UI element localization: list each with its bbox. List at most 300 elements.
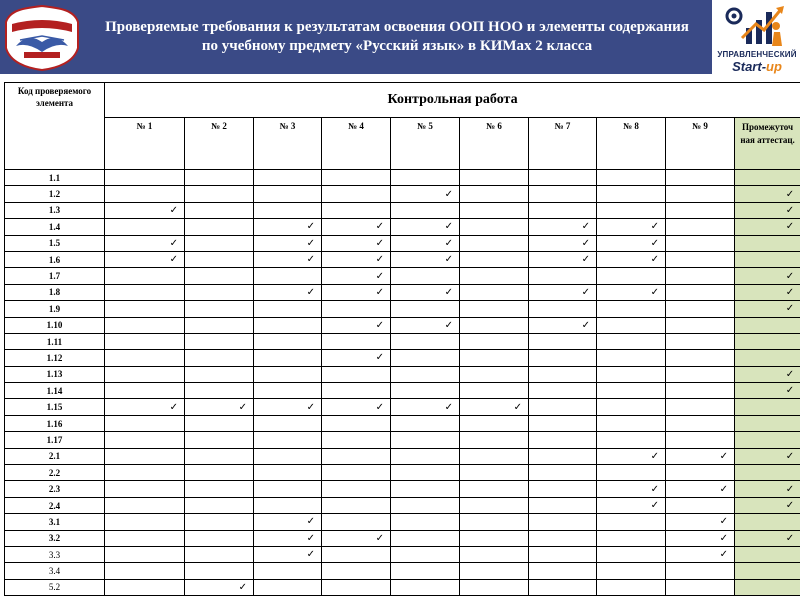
check-cell [460,219,529,235]
check-mark-icon: ✓ [785,500,795,511]
check-cell [597,202,666,218]
check-cell [322,481,391,497]
check-cell [254,530,322,546]
check-cell [529,317,597,333]
table-row [5,514,800,530]
check-cell [185,366,254,382]
check-cell [254,235,322,251]
check-cell [185,268,254,284]
check-cell [597,465,666,481]
check-cell [322,366,391,382]
check-cell [597,497,666,513]
check-cell [391,530,460,546]
check-mark-icon: ✓ [581,319,590,331]
check-cell [185,465,254,481]
table-row [5,202,800,218]
check-cell [529,235,597,251]
check-cell [529,366,597,382]
check-mark-icon: ✓ [785,286,795,298]
check-mark-icon: ✓ [785,385,795,397]
check-cell [254,579,322,595]
check-cell [322,284,391,300]
check-cell [185,579,254,595]
check-mark-icon: ✓ [375,270,384,282]
check-cell [105,301,185,317]
attestation-cell [735,383,800,399]
check-cell [460,563,529,579]
check-cell [105,366,185,382]
check-cell [185,497,254,513]
check-cell [391,251,460,267]
element-code: 1.2 [5,186,105,202]
attestation-cell [735,350,800,366]
check-cell [185,350,254,366]
check-cell [597,186,666,202]
check-cell [254,415,322,431]
check-mark-icon: ✓ [719,549,728,561]
check-cell [666,268,735,284]
element-code: 3.4 [5,563,105,579]
column-header-1: № 1 [105,118,185,170]
attestation-cell [735,186,800,202]
table-row [5,170,800,186]
table-row [5,481,800,497]
check-cell [597,481,666,497]
check-cell [460,202,529,218]
check-mark-icon: ✓ [785,532,795,544]
check-cell [185,415,254,431]
check-mark-icon: ✓ [238,401,247,413]
check-cell [322,530,391,546]
check-cell [597,448,666,464]
check-cell [391,350,460,366]
check-cell [391,202,460,218]
check-cell [666,563,735,579]
check-cell [460,399,529,415]
check-cell [529,579,597,595]
check-cell [391,546,460,562]
check-mark-icon: ✓ [719,516,728,528]
check-mark-icon: ✓ [785,270,795,282]
check-cell [666,235,735,251]
check-cell [529,383,597,399]
check-cell [322,333,391,349]
check-mark-icon: ✓ [785,188,795,200]
attestation-cell [735,333,800,349]
check-cell [105,219,185,235]
column-header-6: № 6 [460,118,529,170]
check-cell [322,465,391,481]
attestation-cell [735,530,800,546]
attestation-cell [735,546,800,562]
element-code: 2.1 [5,448,105,464]
check-cell [460,497,529,513]
check-cell [460,301,529,317]
check-cell [597,284,666,300]
check-cell [529,186,597,202]
check-cell [666,317,735,333]
check-cell [105,415,185,431]
check-cell [105,497,185,513]
check-cell [322,350,391,366]
brand-logo [716,2,798,78]
school-emblem-icon [2,2,82,72]
check-cell [105,333,185,349]
brand-text-line-1: УПРАВЛЕНЧЕСКИЙ [717,50,797,59]
attestation-cell [735,514,800,530]
check-cell [254,563,322,579]
check-mark-icon: ✓ [306,254,315,266]
column-header-5: № 5 [391,118,460,170]
table-row [5,219,800,235]
slide-header [0,0,800,80]
check-cell [597,333,666,349]
brand-text-line-2 [716,59,798,74]
column-header-4: № 4 [322,118,391,170]
element-code: 1.11 [5,333,105,349]
check-cell [105,186,185,202]
check-cell [597,546,666,562]
check-cell [254,301,322,317]
check-mark-icon: ✓ [169,401,178,413]
check-cell [666,366,735,382]
check-cell [105,514,185,530]
check-cell [254,284,322,300]
check-cell [460,317,529,333]
check-cell [460,284,529,300]
element-code: 3.3 [5,546,105,562]
attestation-cell [735,317,800,333]
check-cell [597,219,666,235]
check-cell [391,366,460,382]
requirements-table [4,82,800,596]
check-cell [666,546,735,562]
check-cell [391,301,460,317]
attestation-cell [735,235,800,251]
page-title [86,4,708,70]
check-mark-icon: ✓ [719,483,728,495]
check-cell [529,399,597,415]
column-header-2: № 2 [185,118,254,170]
check-mark-icon: ✓ [581,221,590,233]
check-mark-icon: ✓ [650,254,659,266]
attestation-cell [735,202,800,218]
check-cell [391,235,460,251]
check-cell [666,415,735,431]
attestation-cell [735,399,800,415]
brand-text-start: Start- [732,59,767,74]
check-cell [529,415,597,431]
check-cell [597,579,666,595]
check-mark-icon: ✓ [444,319,453,331]
check-cell [460,268,529,284]
check-cell [185,563,254,579]
check-cell [105,170,185,186]
table-row [5,399,800,415]
check-cell [597,432,666,448]
check-cell [529,546,597,562]
check-cell [105,383,185,399]
check-cell [391,268,460,284]
check-cell [666,219,735,235]
check-mark-icon: ✓ [581,254,590,266]
attestation-cell [735,415,800,431]
check-cell [666,432,735,448]
check-cell [666,514,735,530]
check-cell [391,399,460,415]
check-cell [254,448,322,464]
check-mark-icon: ✓ [306,221,315,233]
check-cell [391,563,460,579]
check-cell [597,563,666,579]
code-column-header: Код проверяемого элемента [5,83,105,170]
check-cell [185,170,254,186]
check-mark-icon: ✓ [444,188,453,200]
check-cell [254,186,322,202]
element-code: 1.7 [5,268,105,284]
check-cell [460,432,529,448]
check-cell [254,202,322,218]
check-mark-icon: ✓ [444,254,453,266]
check-cell [105,546,185,562]
check-mark-icon: ✓ [785,303,795,315]
table-row [5,284,800,300]
check-mark-icon: ✓ [581,286,590,298]
check-mark-icon: ✓ [581,237,590,249]
check-cell [105,465,185,481]
check-cell [391,432,460,448]
check-cell [666,186,735,202]
check-cell [185,284,254,300]
check-cell [597,301,666,317]
table-row [5,497,800,513]
check-cell [322,170,391,186]
attestation-cell [735,301,800,317]
check-cell [185,514,254,530]
check-mark-icon: ✓ [375,352,384,364]
check-cell [666,399,735,415]
check-cell [597,383,666,399]
check-cell [666,333,735,349]
check-cell [105,268,185,284]
element-code: 2.4 [5,497,105,513]
check-cell [666,481,735,497]
check-cell [105,579,185,595]
check-cell [597,415,666,431]
element-code: 1.16 [5,415,105,431]
check-mark-icon: ✓ [444,401,453,413]
check-cell [460,235,529,251]
table-row [5,186,800,202]
check-cell [185,432,254,448]
column-header-7: № 7 [529,118,597,170]
check-cell [529,202,597,218]
check-mark-icon: ✓ [306,532,315,544]
check-cell [322,383,391,399]
check-cell [254,251,322,267]
attestation-cell [735,251,800,267]
check-cell [254,383,322,399]
check-cell [322,301,391,317]
check-cell [105,202,185,218]
attestation-cell [735,284,800,300]
column-header-3: № 3 [254,118,322,170]
check-cell [254,514,322,530]
attestation-cell [735,268,800,284]
check-cell [460,383,529,399]
element-code: 3.2 [5,530,105,546]
table-row [5,448,800,464]
check-cell [185,186,254,202]
check-mark-icon: ✓ [785,204,795,216]
check-mark-icon: ✓ [375,319,384,331]
table-row [5,268,800,284]
check-cell [460,465,529,481]
check-mark-icon: ✓ [375,221,384,233]
check-cell [322,251,391,267]
element-code: 2.3 [5,481,105,497]
element-code: 1.15 [5,399,105,415]
check-cell [529,514,597,530]
element-code: 1.5 [5,235,105,251]
attestation-cell [735,219,800,235]
check-cell [597,235,666,251]
check-cell [105,432,185,448]
check-mark-icon: ✓ [306,549,315,561]
check-mark-icon: ✓ [785,450,795,462]
check-cell [391,219,460,235]
check-cell [391,497,460,513]
attestation-cell [735,170,800,186]
check-cell [322,563,391,579]
check-cell [105,350,185,366]
brand-text-up: up [766,59,782,74]
check-mark-icon: ✓ [719,450,728,462]
table-row [5,350,800,366]
table-row [5,579,800,595]
table-row [5,235,800,251]
check-cell [322,268,391,284]
check-cell [105,399,185,415]
check-cell [254,399,322,415]
check-cell [185,202,254,218]
check-cell [529,268,597,284]
check-cell [322,202,391,218]
check-cell [322,579,391,595]
element-code: 1.4 [5,219,105,235]
table-row [5,530,800,546]
check-cell [391,333,460,349]
element-code: 2.2 [5,465,105,481]
table-row [5,415,800,431]
check-mark-icon: ✓ [650,500,659,511]
check-cell [666,530,735,546]
check-mark-icon: ✓ [306,516,315,528]
check-cell [597,170,666,186]
check-cell [666,301,735,317]
check-cell [185,530,254,546]
check-mark-icon: ✓ [785,221,795,233]
check-cell [529,350,597,366]
attestation-cell [735,481,800,497]
check-cell [391,186,460,202]
check-mark-icon: ✓ [650,450,659,462]
check-cell [529,530,597,546]
check-cell [666,448,735,464]
check-cell [105,251,185,267]
check-cell [391,465,460,481]
check-mark-icon: ✓ [306,286,315,298]
attestation-cell [735,448,800,464]
check-mark-icon: ✓ [375,286,384,298]
check-mark-icon: ✓ [785,368,795,380]
check-cell [597,317,666,333]
check-cell [105,563,185,579]
check-cell [529,465,597,481]
check-cell [460,186,529,202]
check-cell [105,235,185,251]
check-cell [666,465,735,481]
table-row [5,383,800,399]
check-mark-icon: ✓ [444,221,453,233]
check-cell [105,317,185,333]
table-row [5,333,800,349]
check-cell [185,301,254,317]
check-cell [460,415,529,431]
check-cell [529,448,597,464]
element-code: 1.12 [5,350,105,366]
check-cell [322,415,391,431]
check-cell [185,383,254,399]
check-cell [185,235,254,251]
element-code: 1.17 [5,432,105,448]
check-mark-icon: ✓ [306,401,315,413]
check-mark-icon: ✓ [444,237,453,249]
check-cell [254,546,322,562]
element-code: 1.10 [5,317,105,333]
check-cell [391,317,460,333]
check-cell [529,333,597,349]
check-cell [460,333,529,349]
check-mark-icon: ✓ [169,204,178,216]
check-cell [391,284,460,300]
check-cell [391,579,460,595]
check-cell [254,481,322,497]
check-cell [391,170,460,186]
check-cell [185,219,254,235]
check-cell [666,170,735,186]
check-cell [185,546,254,562]
table-row [5,465,800,481]
check-cell [322,546,391,562]
check-cell [666,202,735,218]
check-cell [529,432,597,448]
table-row [5,546,800,562]
check-cell [460,546,529,562]
table-row [5,432,800,448]
column-header-8: № 8 [597,118,666,170]
check-cell [105,530,185,546]
check-cell [460,530,529,546]
check-cell [597,530,666,546]
check-mark-icon: ✓ [375,254,384,266]
title-line-1: Проверяемые требования к результатам освоения ООП НОО и элементы содержания [105,19,689,35]
attestation-cell [735,497,800,513]
table-row [5,251,800,267]
check-cell [460,579,529,595]
element-code: 5.2 [5,579,105,595]
attestation-cell [735,465,800,481]
